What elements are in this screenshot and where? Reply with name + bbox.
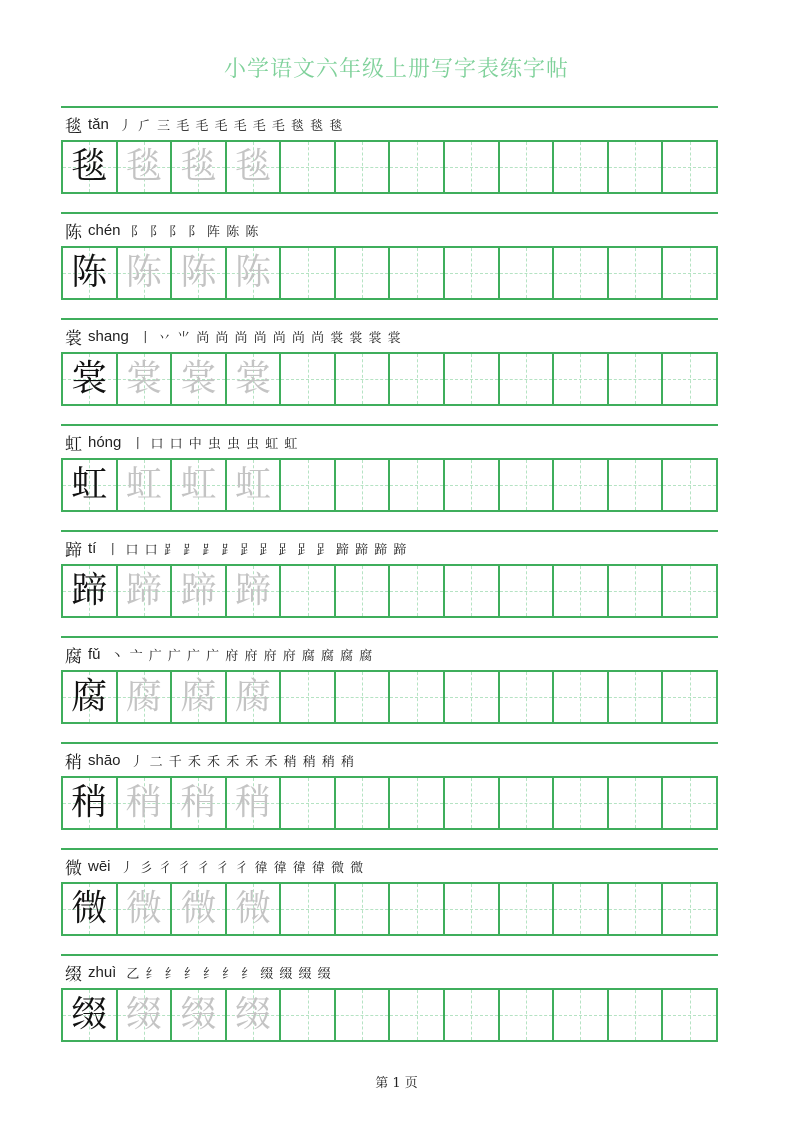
empty-practice-cell[interactable] bbox=[609, 990, 664, 1040]
trace-cell bbox=[118, 778, 173, 828]
divider bbox=[61, 212, 718, 214]
model-character: 缀 bbox=[71, 994, 108, 1035]
trace-cell bbox=[172, 248, 227, 298]
empty-practice-cell[interactable] bbox=[336, 990, 391, 1040]
trace-cell bbox=[118, 672, 173, 722]
trace-character: 裳 bbox=[125, 358, 162, 399]
model-cell bbox=[63, 884, 118, 934]
trace-character: 稍 bbox=[125, 782, 162, 823]
trace-character: 毯 bbox=[235, 146, 272, 187]
empty-practice-cell[interactable] bbox=[390, 884, 445, 934]
character-info bbox=[65, 324, 402, 348]
empty-practice-cell[interactable] bbox=[609, 884, 664, 934]
empty-practice-cell[interactable] bbox=[281, 672, 336, 722]
character-info bbox=[65, 960, 332, 984]
empty-practice-cell[interactable] bbox=[445, 672, 500, 722]
trace-cell bbox=[227, 884, 282, 934]
character-label: 微 bbox=[65, 858, 82, 879]
page-number: 第 1 页 bbox=[375, 1076, 418, 1091]
character-label: 虹 bbox=[65, 434, 82, 455]
character-info bbox=[65, 430, 298, 454]
model-cell bbox=[63, 990, 118, 1040]
trace-cell bbox=[227, 460, 282, 510]
empty-practice-cell[interactable] bbox=[663, 672, 718, 722]
character-info bbox=[65, 748, 355, 772]
trace-character: 微 bbox=[180, 888, 217, 929]
trace-character: 虹 bbox=[180, 464, 217, 505]
trace-cell bbox=[172, 990, 227, 1040]
empty-practice-cell[interactable] bbox=[500, 142, 555, 192]
pinyin: zhuì bbox=[88, 963, 117, 981]
empty-practice-cell[interactable] bbox=[445, 778, 500, 828]
empty-practice-cell[interactable] bbox=[336, 354, 391, 404]
character-block bbox=[61, 636, 718, 726]
trace-character: 腐 bbox=[235, 676, 272, 717]
trace-cell bbox=[227, 248, 282, 298]
model-cell bbox=[63, 566, 118, 616]
empty-practice-cell[interactable] bbox=[663, 778, 718, 828]
trace-character: 裳 bbox=[180, 358, 217, 399]
empty-practice-cell[interactable] bbox=[554, 566, 609, 616]
empty-practice-cell[interactable] bbox=[390, 248, 445, 298]
character-block bbox=[61, 106, 718, 196]
trace-cell bbox=[118, 142, 173, 192]
empty-practice-cell[interactable] bbox=[500, 354, 555, 404]
empty-practice-cell[interactable] bbox=[281, 884, 336, 934]
character-label: 蹄 bbox=[65, 540, 82, 561]
writing-grid bbox=[61, 352, 718, 406]
trace-character: 蹄 bbox=[235, 570, 272, 611]
character-block bbox=[61, 848, 718, 938]
model-cell bbox=[63, 778, 118, 828]
model-cell bbox=[63, 354, 118, 404]
empty-practice-cell[interactable] bbox=[554, 248, 609, 298]
stroke-order: 丨 口 口 ⻊ ⻊ ⻊ ⻊ 𧾷 𧾷 𧾷 𧾷 𧾷 蹄 蹄 蹄 蹄 bbox=[106, 542, 408, 558]
trace-cell bbox=[172, 884, 227, 934]
empty-practice-cell[interactable] bbox=[500, 778, 555, 828]
pinyin: shang bbox=[88, 327, 129, 345]
empty-practice-cell[interactable] bbox=[281, 354, 336, 404]
trace-character: 缀 bbox=[125, 994, 162, 1035]
character-info bbox=[65, 854, 364, 878]
empty-practice-cell[interactable] bbox=[390, 460, 445, 510]
divider bbox=[61, 318, 718, 320]
empty-practice-cell[interactable] bbox=[554, 778, 609, 828]
empty-practice-cell[interactable] bbox=[281, 566, 336, 616]
writing-grid bbox=[61, 988, 718, 1042]
trace-character: 微 bbox=[125, 888, 162, 929]
model-character: 腐 bbox=[71, 676, 108, 717]
empty-practice-cell[interactable] bbox=[390, 778, 445, 828]
empty-practice-cell[interactable] bbox=[609, 566, 664, 616]
trace-character: 毯 bbox=[125, 146, 162, 187]
character-block bbox=[61, 742, 718, 832]
stroke-order: 丨 口 口 中 虫 虫 虫 虹 虹 bbox=[131, 436, 299, 452]
empty-practice-cell[interactable] bbox=[663, 566, 718, 616]
divider bbox=[61, 636, 718, 638]
empty-practice-cell[interactable] bbox=[554, 142, 609, 192]
empty-practice-cell[interactable] bbox=[336, 884, 391, 934]
divider bbox=[61, 742, 718, 744]
empty-practice-cell[interactable] bbox=[663, 142, 718, 192]
trace-character: 微 bbox=[235, 888, 272, 929]
writing-grid bbox=[61, 776, 718, 830]
empty-practice-cell[interactable] bbox=[445, 248, 500, 298]
empty-practice-cell[interactable] bbox=[554, 460, 609, 510]
empty-practice-cell[interactable] bbox=[390, 354, 445, 404]
page-title: 小学语文六年级上册写字表练字帖 bbox=[223, 57, 569, 82]
model-character: 陈 bbox=[71, 252, 108, 293]
empty-practice-cell[interactable] bbox=[390, 672, 445, 722]
pinyin: tí bbox=[88, 539, 97, 557]
empty-practice-cell[interactable] bbox=[336, 672, 391, 722]
empty-practice-cell[interactable] bbox=[445, 990, 500, 1040]
pinyin: fǔ bbox=[88, 645, 101, 663]
empty-practice-cell[interactable] bbox=[663, 990, 718, 1040]
empty-practice-cell[interactable] bbox=[500, 672, 555, 722]
trace-cell bbox=[227, 566, 282, 616]
trace-character: 腐 bbox=[125, 676, 162, 717]
trace-cell bbox=[227, 778, 282, 828]
writing-grid bbox=[61, 882, 718, 936]
trace-character: 稍 bbox=[180, 782, 217, 823]
writing-grid bbox=[61, 564, 718, 618]
model-character: 裳 bbox=[71, 358, 108, 399]
trace-cell bbox=[172, 778, 227, 828]
model-character: 蹄 bbox=[71, 570, 108, 611]
trace-cell bbox=[172, 354, 227, 404]
trace-cell bbox=[118, 354, 173, 404]
character-block bbox=[61, 530, 718, 620]
trace-character: 虹 bbox=[235, 464, 272, 505]
empty-practice-cell[interactable] bbox=[500, 566, 555, 616]
empty-practice-cell[interactable] bbox=[336, 778, 391, 828]
model-character: 毯 bbox=[71, 146, 108, 187]
empty-practice-cell[interactable] bbox=[445, 566, 500, 616]
trace-character: 陈 bbox=[125, 252, 162, 293]
character-block bbox=[61, 424, 718, 514]
empty-practice-cell[interactable] bbox=[445, 142, 500, 192]
empty-practice-cell[interactable] bbox=[609, 672, 664, 722]
trace-character: 蹄 bbox=[125, 570, 162, 611]
character-label: 稍 bbox=[65, 752, 82, 773]
pinyin: hóng bbox=[88, 433, 122, 451]
trace-character: 虹 bbox=[125, 464, 162, 505]
trace-character: 缀 bbox=[180, 994, 217, 1035]
writing-grid bbox=[61, 670, 718, 724]
empty-practice-cell[interactable] bbox=[500, 884, 555, 934]
empty-practice-cell[interactable] bbox=[390, 142, 445, 192]
empty-practice-cell[interactable] bbox=[445, 354, 500, 404]
empty-practice-cell[interactable] bbox=[609, 778, 664, 828]
empty-practice-cell[interactable] bbox=[554, 672, 609, 722]
writing-grid bbox=[61, 140, 718, 194]
trace-cell bbox=[118, 990, 173, 1040]
empty-practice-cell[interactable] bbox=[336, 566, 391, 616]
empty-practice-cell[interactable] bbox=[663, 248, 718, 298]
trace-cell bbox=[118, 884, 173, 934]
character-label: 缀 bbox=[65, 964, 82, 985]
trace-cell bbox=[227, 354, 282, 404]
character-info bbox=[65, 112, 343, 136]
empty-practice-cell[interactable] bbox=[500, 248, 555, 298]
empty-practice-cell[interactable] bbox=[500, 990, 555, 1040]
stroke-order: 丶 亠 广 广 广 广 府 府 府 府 腐 腐 腐 腐 bbox=[110, 648, 374, 664]
empty-practice-cell[interactable] bbox=[609, 248, 664, 298]
trace-cell bbox=[172, 460, 227, 510]
empty-practice-cell[interactable] bbox=[281, 990, 336, 1040]
empty-practice-cell[interactable] bbox=[609, 354, 664, 404]
character-info bbox=[65, 642, 373, 666]
character-block bbox=[61, 212, 718, 302]
trace-character: 稍 bbox=[235, 782, 272, 823]
empty-practice-cell[interactable] bbox=[281, 142, 336, 192]
empty-practice-cell[interactable] bbox=[500, 460, 555, 510]
empty-practice-cell[interactable] bbox=[390, 990, 445, 1040]
stroke-order: ⻖ 阝 阝 阝 阵 陈 陈 bbox=[130, 224, 260, 240]
pinyin: tǎn bbox=[88, 115, 109, 133]
empty-practice-cell[interactable] bbox=[663, 354, 718, 404]
trace-cell bbox=[118, 248, 173, 298]
empty-practice-cell[interactable] bbox=[609, 460, 664, 510]
empty-practice-cell[interactable] bbox=[663, 460, 718, 510]
empty-practice-cell[interactable] bbox=[554, 990, 609, 1040]
empty-practice-cell[interactable] bbox=[609, 142, 664, 192]
character-block bbox=[61, 954, 718, 1044]
pinyin: chén bbox=[88, 221, 121, 239]
trace-cell bbox=[172, 142, 227, 192]
character-label: 裳 bbox=[65, 328, 82, 349]
model-cell bbox=[63, 248, 118, 298]
empty-practice-cell[interactable] bbox=[336, 460, 391, 510]
empty-practice-cell[interactable] bbox=[281, 460, 336, 510]
model-cell bbox=[63, 460, 118, 510]
divider bbox=[61, 954, 718, 956]
stroke-order: 丿 彡 彳 彳 彳 彳 彳 徫 徫 徫 徫 微 微 bbox=[120, 860, 365, 876]
model-character: 稍 bbox=[71, 782, 108, 823]
empty-practice-cell[interactable] bbox=[336, 248, 391, 298]
empty-practice-cell[interactable] bbox=[281, 248, 336, 298]
stroke-order: 丿 二 千 禾 禾 禾 禾 禾 稍 稍 稍 稍 bbox=[130, 754, 355, 770]
character-info bbox=[65, 218, 259, 242]
empty-practice-cell[interactable] bbox=[663, 884, 718, 934]
empty-practice-cell[interactable] bbox=[281, 778, 336, 828]
model-cell bbox=[63, 142, 118, 192]
trace-cell bbox=[227, 142, 282, 192]
empty-practice-cell[interactable] bbox=[336, 142, 391, 192]
trace-character: 裳 bbox=[235, 358, 272, 399]
character-label: 腐 bbox=[65, 646, 82, 667]
character-label: 毯 bbox=[65, 116, 82, 137]
trace-character: 腐 bbox=[180, 676, 217, 717]
stroke-order: 丿 ⺁ 三 毛 毛 毛 毛 毛 毛 毯 毯 毯 bbox=[118, 118, 344, 134]
model-cell bbox=[63, 672, 118, 722]
stroke-order: 乙 纟 纟 纟 纟 纟 纟 缀 缀 缀 缀 bbox=[126, 966, 332, 982]
trace-character: 缀 bbox=[235, 994, 272, 1035]
divider bbox=[61, 106, 718, 108]
writing-grid bbox=[61, 246, 718, 300]
trace-cell bbox=[227, 990, 282, 1040]
model-character: 微 bbox=[71, 888, 108, 929]
divider bbox=[61, 848, 718, 850]
empty-practice-cell[interactable] bbox=[554, 354, 609, 404]
trace-character: 陈 bbox=[235, 252, 272, 293]
empty-practice-cell[interactable] bbox=[445, 460, 500, 510]
trace-cell bbox=[172, 566, 227, 616]
divider bbox=[61, 424, 718, 426]
model-character: 虹 bbox=[71, 464, 108, 505]
character-info bbox=[65, 536, 407, 560]
trace-cell bbox=[118, 460, 173, 510]
trace-cell bbox=[172, 672, 227, 722]
empty-practice-cell[interactable] bbox=[390, 566, 445, 616]
trace-cell bbox=[118, 566, 173, 616]
empty-practice-cell[interactable] bbox=[445, 884, 500, 934]
trace-character: 陈 bbox=[180, 252, 217, 293]
writing-grid bbox=[61, 458, 718, 512]
trace-character: 毯 bbox=[180, 146, 217, 187]
character-label: 陈 bbox=[65, 222, 82, 243]
trace-character: 蹄 bbox=[180, 570, 217, 611]
pinyin: shāo bbox=[88, 751, 121, 769]
pinyin: wēi bbox=[88, 857, 111, 875]
empty-practice-cell[interactable] bbox=[554, 884, 609, 934]
stroke-order: 丨 丷 ⺌ 尚 尚 尚 尚 尚 尚 尚 裳 裳 裳 裳 bbox=[138, 330, 402, 346]
trace-cell bbox=[227, 672, 282, 722]
character-block bbox=[61, 318, 718, 408]
divider bbox=[61, 530, 718, 532]
